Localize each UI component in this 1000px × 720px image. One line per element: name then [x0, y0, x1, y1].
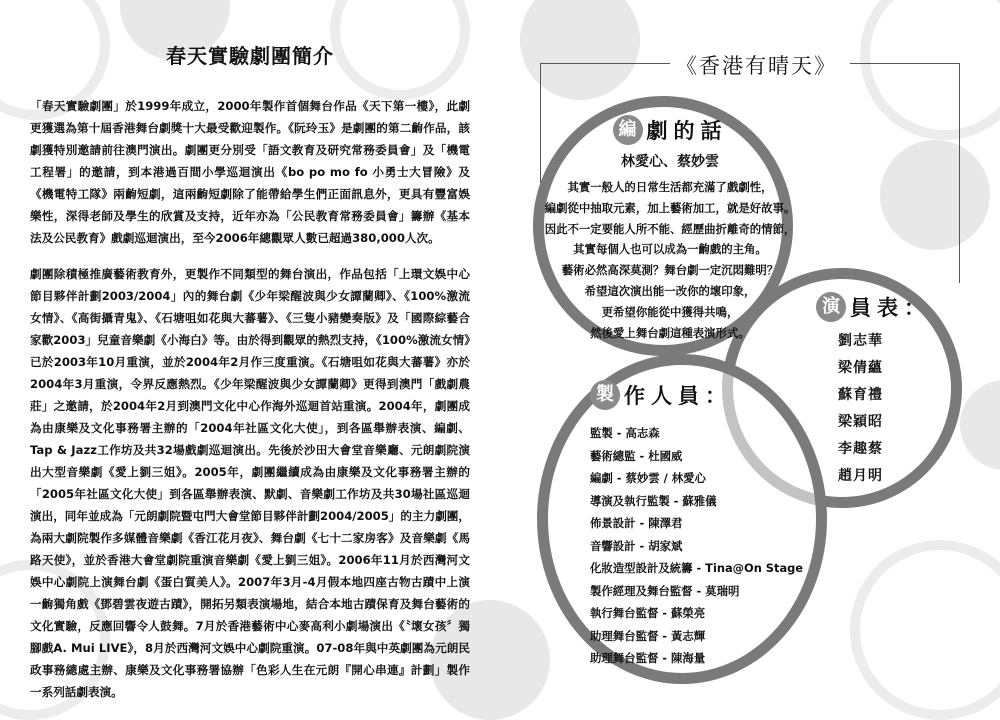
writer-line: 其實一般人的日常生活都充滿了戲劇性， — [567, 180, 773, 194]
crew-item: 助理舞台監督 - 陳海量 — [590, 651, 706, 665]
bg-circle — [860, 0, 1000, 140]
cast-name: 蘇育禮 — [838, 387, 883, 403]
bg-circle — [880, 140, 990, 250]
crew-item: 音響設計 - 胡家斌 — [590, 538, 683, 553]
crew-item: 編劇 - 蔡妙雲 / 林愛心 — [590, 471, 706, 485]
crew-item: 化妝造型設計及統籌 - Tina@On Stage — [590, 561, 804, 575]
crew-item: 導演及執行監製 - 蘇雅儀 — [590, 493, 717, 508]
crew-item: 藝術總監 - 杜國威 — [590, 448, 683, 463]
bg-circle — [520, 0, 640, 100]
writer-line: 其實每個人也可以成為一齣戲的主角。 — [573, 242, 767, 257]
troupe-intro-title: 春天實驗劇團簡介 — [166, 44, 334, 68]
frame-right — [959, 63, 960, 283]
cast-list — [816, 292, 966, 490]
writer-line: 藝術必然高深莫測？舞台劇一定沉悶難明？ — [561, 263, 779, 278]
writer-heading-badge: 編 — [613, 115, 643, 145]
writer-line: 然後愛上舞台劇這種表演形式。 — [590, 325, 750, 340]
crew-item: 監製 - 高志森 — [590, 426, 660, 440]
cast-name: 趙月明 — [838, 468, 883, 484]
cast-heading-text: 員表： — [850, 296, 931, 320]
crew-item: 助理舞台監督 - 黃志輝 — [590, 628, 706, 643]
cast-heading — [816, 292, 966, 322]
writer-heading — [540, 115, 800, 145]
frame-top-right — [850, 63, 960, 64]
crew-item: 製作經理及舞台監督 - 莫瑞明 — [590, 583, 740, 598]
writer-line: 更希望你能從中獲得共鳴， — [601, 304, 739, 319]
writer-notes — [540, 115, 800, 343]
crew-heading — [590, 380, 820, 410]
writer-line: 希望這次演出能一改你的壞印象， — [584, 283, 756, 298]
cast-name: 梁穎昭 — [838, 414, 883, 430]
cast-name: 李趣蔡 — [838, 441, 883, 457]
writer-line: 編劇從中抽取元素，加上藝術加工，就是好故事。 — [544, 200, 796, 215]
intro-paragraph: 「春天實驗劇團」於1999年成立，2000年製作首個舞台作品《天下第一樓》，此劇更獲選為第十屆香港舞台劇獎十大最受歡迎製作。《阮玲玉》是劇團的第二齣作品，該劇獲特別邀請前往澳門演出。劇團更分別受「語文教育及研究常務委員會」及「機電工程署」的邀請，到本港過百間小學巡迴演出《bo po mo fo 小勇士大冒險》及《機電特工隊》兩齣短劇，這兩齣短劇除了能帶給學生們正面訊息外，更具有豐富娛樂性，深得老師及學生的欣賞及支持，近年亦為「公民教育常務委員會」籌辦《基本法及公民教育》戲劇巡迴演出，至今2006年總觀眾人數已超過380,000人次。 — [30, 99, 470, 245]
cast-name: 劉志華 — [838, 333, 883, 349]
bg-circle — [850, 540, 1000, 720]
writer-line: 因此不一定要能人所不能、經歷曲折離奇的情節， — [544, 221, 796, 236]
crew-heading-badge: 製 — [590, 380, 620, 410]
cast-name: 梁倩蘊 — [838, 360, 883, 376]
intro-paragraph: 劇團除積極推廣藝術教育外，更製作不同類型的舞台演出，作品包括「上環文娛中心節目夥伴計劃2003/2004」內的舞台劇《少年梁醒波與少女譚蘭卿》、《100%激流女情》、《高街攝青鬼》、《石塘咀如花與大蕃薯》、《三隻小豬變奏版》及「國際綜藝合家歡2003」兒童音樂劇《小海白》等。由於得到觀眾的熱烈支持，《100%激流女情》已於2003年10月重演，並於2004年2月作三度重演。《石塘咀如花與大蕃薯》亦於2004年3月重演，令界反應熱烈。《少年梁醒波與少女譚蘭卿》更得到澳門「戲劇農莊」之邀請，於2004年2月到澳門文化中心作海外巡迴首站重演。2004年，劇團成為由康樂及文化事務署主辦的「2004年社區文化大使」，到各區舉辦表演、編劇、Tap & Jazz工作坊及共32場戲劇巡迴演出。先後於沙田大會堂音樂廳、元朗劇院演出大型音樂劇《愛上劉三姐》。2005年，劇團繼續成為由康樂及文化事務署主辦的「2005年社區文化大使」到各區舉辦表演、默劇、音樂劇工作坊及共30場社區巡迴演出，同年並成為「元朗劇院暨屯門大會堂節目夥伴計劃2004/2005」的主力劇團，為兩大劇院製作多媒體音樂劇《香江花月夜》、舞台劇《七十二家房客》及音樂劇《馬路天使》，並於香港大會堂劇院重演音樂劇《愛上劉三姐》。2006年11月於西灣河文娛中心劇院上演舞台劇《蛋白質美人》。2007年3月-4月假本地四座古物古蹟中上演一齣獨角戲《鄧碧雲夜遊古蹟》，開拓另類表演場地，結合本地古蹟保育及舞台藝術的文化實驗，反應回響令人鼓舞。7月於香港藝術中心麥高利小劇場演出《〝壞女孩〞獨腳戲A. Mui LIVE》，8月於西灣河文娛中心劇院重演。07-08年與中英劇團為元朗民政事務總處主辦、康樂及文化事務署協辦「色彩人生在元朗『開心串連』計劃」製作一系列話劇表演。 — [30, 267, 470, 699]
bg-circle — [960, 380, 1000, 470]
cast-heading-badge: 演 — [816, 292, 846, 322]
troupe-intro — [30, 40, 470, 717]
crew-list — [590, 380, 820, 670]
show-title: 《香港有晴天》 — [670, 50, 843, 80]
crew-heading-text: 作人員： — [624, 384, 732, 408]
crew-item: 佈景設計 - 陳澤君 — [590, 516, 683, 530]
frame-top-left — [540, 63, 670, 64]
writer-authors: 林愛心、蔡妙雲 — [621, 154, 719, 170]
crew-item: 執行舞台監督 - 蘇榮亮 — [590, 606, 706, 620]
writer-heading-text: 劇的話 — [646, 119, 728, 143]
